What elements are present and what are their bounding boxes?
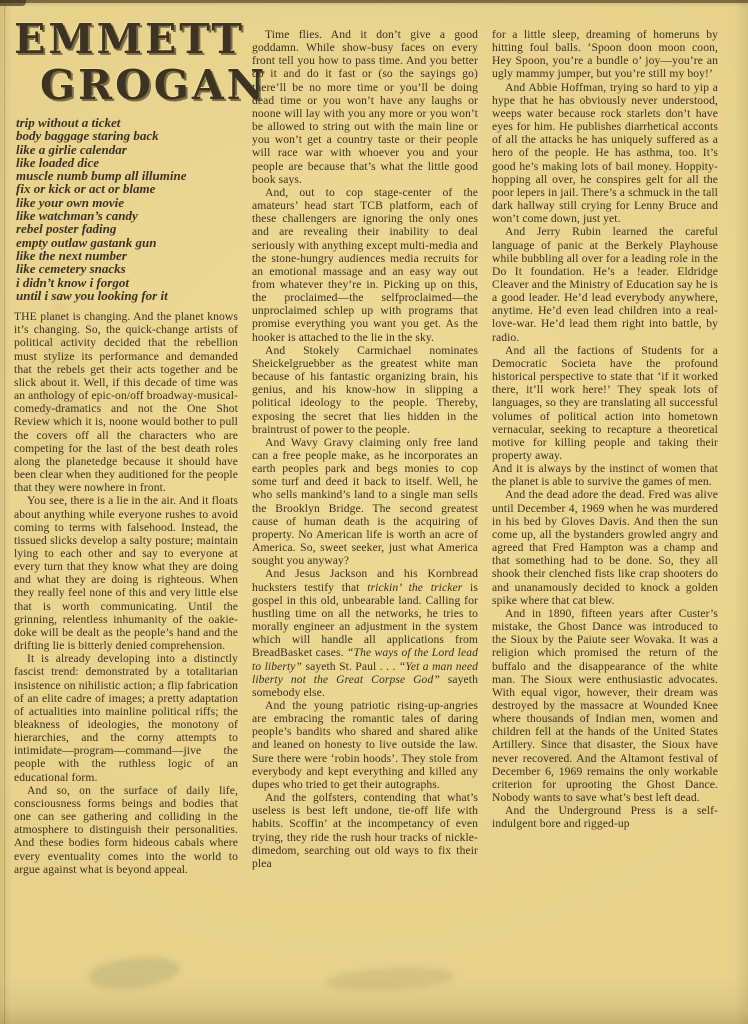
body-paragraph: [492, 462, 718, 488]
body-paragraph: [492, 81, 718, 226]
paragraph-text: And Abbie Hoffman, trying so hard to yip a hype that he has obviously never understood, weeps water because rock starlets don’t have eyes for him. He publishes diarrhetical acconts of all the attacks he has uniquely suffered as a hero of the people. He has asthma, too. It’s good he’s making lots of bail money. Hoppity-hopping all over, he conspires gelt for all the poor lepers in jail. There’s a schmuck in the tall dark hallway still crying for Lenny Bruce and won’t come down, just yet.: [492, 80, 718, 226]
paragraph-text: is gospel in this old, unbearable land. Calling for hustling time on all the networks, he tries to morally engineer an adjustment in the system which will handle all applications from BreadBasket cases.: [252, 580, 478, 660]
body-paragraph: [14, 784, 238, 876]
paragraph-text: And Jesus Jackson and his Kornbread hucksters testify that: [252, 567, 478, 594]
paragraph-text: And Wavy Gravy claiming only free land can a free people make, as he incorporates an earth peoples park and begs monies to cop some turf and deed it back to itself. Well, he who sells mankind’s land to a single man sells the Brooklyn Bridge. The second greatest cause of human death is the acquiring of property. No American life is worth an acre of America. So, sweet seeker, just what America sought you anyway?: [252, 435, 478, 568]
paragraph-text: And the young patriotic rising-up-angries are embracing the romantic tales of daring people’s bandits who shared and shared alike and leaned on honesty to live outside the law. Sure there were ‘robin hoods’. They stole from everybody and kept everything and killed any dupes who tried to get their autographs.: [252, 698, 478, 791]
poem-line: fix or kick or act or blame: [16, 181, 156, 197]
poem-line: i didn’t know i forgot: [16, 274, 129, 290]
poem-line: like your own movie: [16, 194, 124, 210]
column-2-text: [252, 28, 478, 870]
body-paragraph: [492, 488, 718, 606]
paragraph-text: And all the factions of Students for a Democratic Societa have the profound historical perspective to state that ‘if it worked there, it’ll work here!’ They speak lots of languages, so they are translating all successful volumes of political action into hometown vernacular, seeking to recapture a theoretical motive for killing people and taking their property away.: [492, 343, 718, 462]
body-paragraph: [252, 436, 478, 568]
paragraph-text: And so, on the surface of daily life, consciousness forms beings and bodies that one can see gathering and colliding in the atmosphere to distinguish their personalities. And these bodies form hideous cabals where every eventuality comes into the world to argue against what is beyond appeal.: [14, 783, 238, 876]
poem-line: muscle numb bump all illumine: [16, 168, 187, 184]
poem-line: like a girlie calendar: [16, 141, 127, 157]
poem-line: empty outlaw gastank gun: [16, 234, 157, 250]
poem-line: like loaded dice: [16, 154, 100, 170]
column-2: [252, 14, 478, 1024]
poem: [16, 116, 238, 302]
paragraph-text: It is already developing into a distinctly fascist trend: demonstrated by a totalitarian insistence on nihilistic action; a flip fabrication of an elite cadre of images; a pretty adaptation of actualities into mainline political riffs; the bleakness of ideologies, the monotony of hierarchies, and the corny attempts to intimidate—program—command—jive the people with the ruthless logic of an educational form.: [14, 652, 238, 784]
body-paragraph: [14, 310, 238, 494]
paragraph-text: “The ways of the Lord lead to liberty”: [252, 646, 479, 673]
title-line-2: GROGAN: [40, 61, 268, 109]
paragraph-text: And the golfsters, contending that what’s useless is best left undone, tie-off life with habits. Scoffin’ at the incompetancy of even trying, they ride the rush hour tracks of nickle-dimedom, searching out old ways to fix their plea: [252, 791, 478, 870]
paragraph-text: for a little sleep, dreaming of homeruns by hitting foul balls. ‘Spoon doon moon coon, Hey Spoon, you’re a bundle o’ joy—you’re an ugly mammy jumper, but you’re still my boy!’: [492, 28, 718, 81]
poem-line: body baggage staring back: [16, 128, 159, 144]
body-paragraph: [252, 186, 478, 344]
paragraph-text: And, out to cop stage-center of the amateurs’ head start TCB platform, each of these challengers are ignoring the only ones and are revealing their inability to deal seriously with anything except multi-media and the stone-hungry audiences media recruits for an emotional massage and an easy way out from whatever they’re in. Picking up on this, the proclaimed—the selfproclaimed—the unproclaimed schlep up with programs that promise everything you want you get. As the hooker is attached to the lie in the sky.: [252, 185, 478, 344]
paragraph-text: THE planet is changing. And the planet knows it’s changing. So, the quick-change artists of political activity decided that the rebellion must stylize its performance and demanded that the rebels get their acts together and be slick about it. Well, if this decade of time was an anthology of epic-on/off broadway-musical-comedy-dramatics and not the One Shot Review which it is, noone would bother to pull the covers off all the characters who are competing for the last of the best death roles along the planetedge because it should have been clear when they auditioned for the people that they were nowhere in front.: [14, 310, 238, 495]
column-1-text: [14, 310, 238, 876]
body-paragraph: [14, 494, 238, 652]
poem-line: until i saw you looking for it: [16, 287, 168, 303]
paragraph-text: And it is always by the instinct of women that the planet is able to survive the games of men.: [492, 462, 718, 489]
column-3-text: [492, 28, 718, 831]
paragraph-text: And the dead adore the dead. Fred was alive until December 4, 1969 when he was murdered in his bed by Gloves Davis. And then the sun come up, all the bystanders growled angry and agreed that Fred Hampton was a champ and that something had to be done. So, they all shook their clenched fists like crap shooters do and unanamously decided to knock a golden spike where that cat blew.: [492, 488, 718, 607]
paragraph-text: And in 1890, fifteen years after Custer’s mistake, the Ghost Dance was introduced to the Sioux by the Paiute seer Wovaka. It was a religion which promised the return of the buffalo and the disappearance of the white man. The Sioux were enthusiastic advocates. With equal vigor, however, their dream was destroyed by the massacre at Wounded Knee where thousands of Indian men, women and children fell at the hands of the United States Artillery. Since that disaster, the Sioux have never recovered. And the Altamont festival of December 6, 1969 remains the only workable criterion for uprooting the Ghost Dance. Nobody wants to save what’s best left dead.: [492, 606, 718, 805]
poem-line: like cemetery snacks: [16, 261, 126, 277]
paragraph-text: trickin’ the tricker: [367, 580, 463, 594]
paragraph-text: “Yet a man need liberty not the Great Corpse God”: [252, 659, 478, 686]
body-paragraph: [492, 225, 718, 343]
body-paragraph: [14, 652, 238, 784]
body-paragraph: [252, 28, 478, 186]
body-paragraph: [252, 791, 478, 870]
paragraph-text: And Jerry Rubin learned the careful language of panic at the Berkely Playhouse while bubbling all over for a leading role in the Do It foundation. He’s a !eader. Eldridge Cleaver and the Ministry of Education say he is a good leader. He’d lead everybody anywhere, anytime. He’d even lead children into a real-love-war. He’d lead them right into battle, by radio.: [492, 225, 718, 344]
title-line-1: EMMETT: [14, 15, 245, 63]
body-paragraph: [492, 607, 718, 804]
body-paragraph: [252, 567, 478, 699]
column-1: [14, 14, 268, 1024]
body-paragraph: [252, 344, 478, 436]
paragraph-text: And the Underground Press is a self-indulgent bore and rigged-up: [492, 804, 718, 831]
poem-line: trip without a ticket: [16, 115, 121, 130]
poem-line: like the next number: [16, 247, 127, 263]
paragraph-text: You see, there is a lie in the air. And it floats about anything while everyone rushes to avoid coming to terms with falsehood. Instead, the tissued slicks develop a salty posture; maintain lying to each other and say to everyone at every turn that they know what they are doing and what they are doing is righteous. When they really feel none of this and very little else that is worth communicating. Until the grinning, relentless inhumanity of the oakie-doke will be dealt as the people’s hand and the drifting lie is bitterly denied comprehension.: [14, 494, 238, 653]
body-paragraph: [492, 344, 718, 462]
paragraph-text: sayeth somebody else.: [252, 672, 478, 699]
body-paragraph: [492, 28, 718, 81]
paragraph-text: Time flies. And it don’t give a good goddamn. While show-busy faces on every front tell you how to pass time. And you better do it and do it fast or (so the sayings go) there’ll be no more time or you’ll be doing dead time or you won’t have any laughs or noone will lay with you any more or you won’t be allowed to string out with the main line or you won’t get a country taste or their people will race war with whoever you and your people are because that’s what the little good book says.: [252, 28, 478, 186]
poem-line: like watchman’s candy: [16, 208, 138, 224]
body-paragraph: [252, 699, 478, 791]
paragraph-text: sayeth St. Paul . . .: [302, 659, 399, 673]
article-title: [14, 15, 268, 109]
paragraph-text: And Stokely Carmichael nominates Sheickelgruebber as the greatest white man because of his fantastic organizing brain, his genius, and his know-how in slipping a political ideology to the people. Thereby, exposing the secret that lies hidden in the braintrust of power to the people.: [252, 343, 478, 436]
body-paragraph: [492, 804, 718, 830]
poem-line: rebel poster fading: [16, 221, 117, 237]
column-3: [492, 14, 718, 1024]
